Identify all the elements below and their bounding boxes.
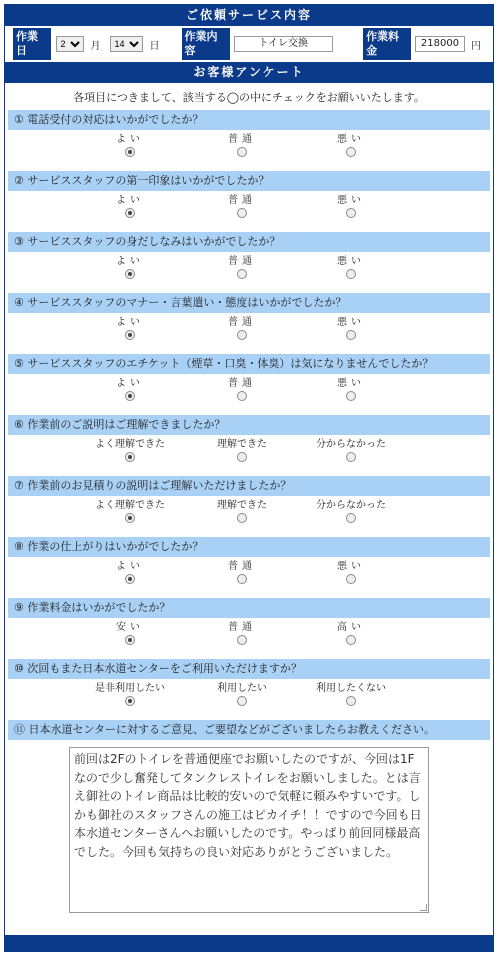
answer-option — [296, 438, 406, 465]
answer-option-label: 普通 — [228, 622, 256, 633]
answer-radio[interactable] — [346, 208, 356, 218]
answer-option-label: 悪い — [337, 378, 365, 389]
answer-option — [187, 499, 297, 526]
answer-radio[interactable] — [125, 391, 135, 401]
answer-option-label: 高い — [337, 622, 365, 633]
answer-radio[interactable] — [237, 696, 247, 706]
answer-radio[interactable] — [125, 513, 135, 523]
answer-option-label: よい — [116, 134, 144, 145]
answer-option-label: 安い — [116, 622, 144, 633]
answer-options — [5, 679, 493, 720]
answer-option-label: 悪い — [337, 134, 365, 145]
answer-radio[interactable] — [125, 696, 135, 706]
answer-radio[interactable] — [346, 269, 356, 279]
answer-option-label: よい — [116, 317, 144, 328]
answer-option-label: 悪い — [337, 195, 365, 206]
answer-radio[interactable] — [237, 208, 247, 218]
question-block — [5, 354, 493, 415]
comment-text: 前回は2Fのトイレを普通便座でお願いしたのですが、今回は1Fなので少し奮発してタンクレストイレをお願いしました。とは言え御社のトイレ商品は比較的安いので気軽に頼みやすいです。しかも御社のスタッフさんの施工はピカイチ！！ですので今回も日本水道センターさんへお願いしたのです。やっぱり前回同様最高でした。今回も気持ちの良い対応ありがとうございました。 — [74, 752, 422, 859]
answer-option-label: 普通 — [228, 195, 256, 206]
answer-radio[interactable] — [346, 696, 356, 706]
answer-options — [5, 191, 493, 232]
answer-option-label: 普通 — [228, 317, 256, 328]
answer-option-label: 分からなかった — [316, 500, 386, 511]
answer-option — [187, 377, 297, 404]
answer-option — [296, 255, 406, 282]
answer-option — [75, 255, 185, 282]
answer-option-label: よく理解できた — [95, 439, 165, 450]
answer-option-label: 普通 — [228, 256, 256, 267]
service-details-row — [5, 26, 493, 62]
work-fee-field[interactable]: 218000 — [415, 36, 465, 52]
answer-option-label: 理解できた — [217, 500, 267, 511]
answer-option — [296, 316, 406, 343]
answer-option — [187, 682, 297, 709]
answer-radio[interactable] — [125, 208, 135, 218]
answer-option — [187, 133, 297, 160]
question-text: ⑦ 作業前のお見積りの説明はご理解いただけましたか？ — [8, 476, 490, 496]
footer-bar — [5, 935, 493, 951]
work-date-label: 作業日 — [13, 28, 51, 60]
question-block — [5, 171, 493, 232]
answer-options — [5, 496, 493, 537]
answer-option-label: 普通 — [228, 378, 256, 389]
answer-radio[interactable] — [237, 635, 247, 645]
question-block — [5, 232, 493, 293]
question-text: ④ サービススタッフのマナー・言葉遣い・態度はいかがでしたか？ — [8, 293, 490, 313]
answer-option-label: 普通 — [228, 134, 256, 145]
answer-options — [5, 557, 493, 598]
answer-option — [296, 377, 406, 404]
answer-option-label: 分からなかった — [316, 439, 386, 450]
month-unit: 月 — [90, 40, 101, 52]
answer-option — [187, 438, 297, 465]
day-unit: 日 — [149, 40, 160, 52]
answer-radio[interactable] — [237, 513, 247, 523]
answer-option — [187, 621, 297, 648]
answer-option — [75, 377, 185, 404]
question-block — [5, 293, 493, 354]
comment-question: ⑪ 日本水道センターに対するご意見、ご要望などがございましたらお教えください。 — [8, 720, 490, 740]
resize-handle-icon[interactable] — [420, 904, 427, 911]
answer-option — [296, 621, 406, 648]
answer-option — [75, 133, 185, 160]
answer-radio[interactable] — [125, 452, 135, 462]
answer-options — [5, 252, 493, 293]
answer-option — [187, 560, 297, 587]
answer-options — [5, 130, 493, 171]
question-text: ⑥ 作業前のご説明はご理解できましたか？ — [8, 415, 490, 435]
answer-radio[interactable] — [237, 391, 247, 401]
question-block — [5, 659, 493, 720]
answer-option — [75, 560, 185, 587]
question-block — [5, 476, 493, 537]
answer-radio[interactable] — [346, 391, 356, 401]
question-text: ② サービススタッフの第一印象はいかがでしたか？ — [8, 171, 490, 191]
question-block — [5, 598, 493, 659]
answer-option — [75, 438, 185, 465]
answer-option — [75, 499, 185, 526]
answer-radio[interactable] — [237, 269, 247, 279]
answer-option-label: よい — [116, 378, 144, 389]
answer-option — [296, 560, 406, 587]
answer-radio[interactable] — [346, 147, 356, 157]
question-text: ① 電話受付の対応はいかがでしたか？ — [8, 110, 490, 130]
work-content-field[interactable]: トイレ交換 — [234, 36, 334, 52]
question-list — [5, 110, 493, 720]
answer-option — [75, 316, 185, 343]
answer-option-label: 理解できた — [217, 439, 267, 450]
answer-radio[interactable] — [237, 330, 247, 340]
answer-option-label: 悪い — [337, 561, 365, 572]
survey-intro: 各項目につきまして、該当する◯の中にチェックをお願いいたします。 — [73, 91, 425, 104]
answer-radio[interactable] — [125, 574, 135, 584]
answer-option-label: 普通 — [228, 561, 256, 572]
question-text: ⑨ 作業料金はいかがでしたか？ — [8, 598, 490, 618]
answer-radio[interactable] — [346, 452, 356, 462]
question-block — [5, 415, 493, 476]
answer-option-label: よく理解できた — [95, 500, 165, 511]
answer-option-label: 利用したい — [217, 683, 267, 694]
answer-radio[interactable] — [346, 513, 356, 523]
answer-option-label: よい — [116, 561, 144, 572]
answer-radio[interactable] — [237, 147, 247, 157]
answer-option — [187, 316, 297, 343]
answer-options — [5, 435, 493, 476]
answer-radio[interactable] — [125, 269, 135, 279]
day-select[interactable] — [110, 36, 143, 52]
question-text: ⑤ サービススタッフのエチケット（煙草・口臭・体臭）は気になりませんでしたか？ — [8, 354, 490, 374]
work-fee-label: 作業料金 — [363, 28, 411, 60]
month-select[interactable] — [56, 36, 84, 52]
question-text: ③ サービススタッフの身だしなみはいかがでしたか？ — [8, 232, 490, 252]
survey-section-title: お客様アンケート — [5, 62, 493, 83]
answer-option-label: 悪い — [337, 256, 365, 267]
answer-option-label: よい — [116, 195, 144, 206]
answer-option — [75, 682, 185, 709]
answer-option — [75, 621, 185, 648]
answer-radio[interactable] — [237, 452, 247, 462]
comment-textarea[interactable] — [69, 747, 429, 913]
answer-option — [296, 499, 406, 526]
work-content-label: 作業内容 — [182, 28, 230, 60]
question-text: ⑩ 次回もまた日本水道センターをご利用いただけますか？ — [8, 659, 490, 679]
answer-radio[interactable] — [237, 574, 247, 584]
answer-option-label: 悪い — [337, 317, 365, 328]
answer-option — [75, 194, 185, 221]
question-block — [5, 537, 493, 598]
service-section-title: ご依頼サービス内容 — [5, 5, 493, 26]
question-block — [5, 110, 493, 171]
answer-options — [5, 374, 493, 415]
answer-radio[interactable] — [125, 147, 135, 157]
answer-radio[interactable] — [125, 330, 135, 340]
answer-radio[interactable] — [346, 574, 356, 584]
question-text: ⑧ 作業の仕上がりはいかがでしたか？ — [8, 537, 490, 557]
answer-option-label: 利用したくない — [316, 683, 386, 694]
survey-form — [4, 4, 494, 952]
answer-option — [296, 682, 406, 709]
answer-radio[interactable] — [346, 330, 356, 340]
answer-option-label: 是非利用したい — [95, 683, 165, 694]
answer-option — [296, 133, 406, 160]
answer-option — [187, 255, 297, 282]
answer-options — [5, 313, 493, 354]
answer-option — [187, 194, 297, 221]
answer-option — [296, 194, 406, 221]
answer-radio[interactable] — [125, 635, 135, 645]
answer-radio[interactable] — [346, 635, 356, 645]
answer-option-label: よい — [116, 256, 144, 267]
answer-options — [5, 618, 493, 659]
fee-unit: 円 — [470, 40, 481, 52]
